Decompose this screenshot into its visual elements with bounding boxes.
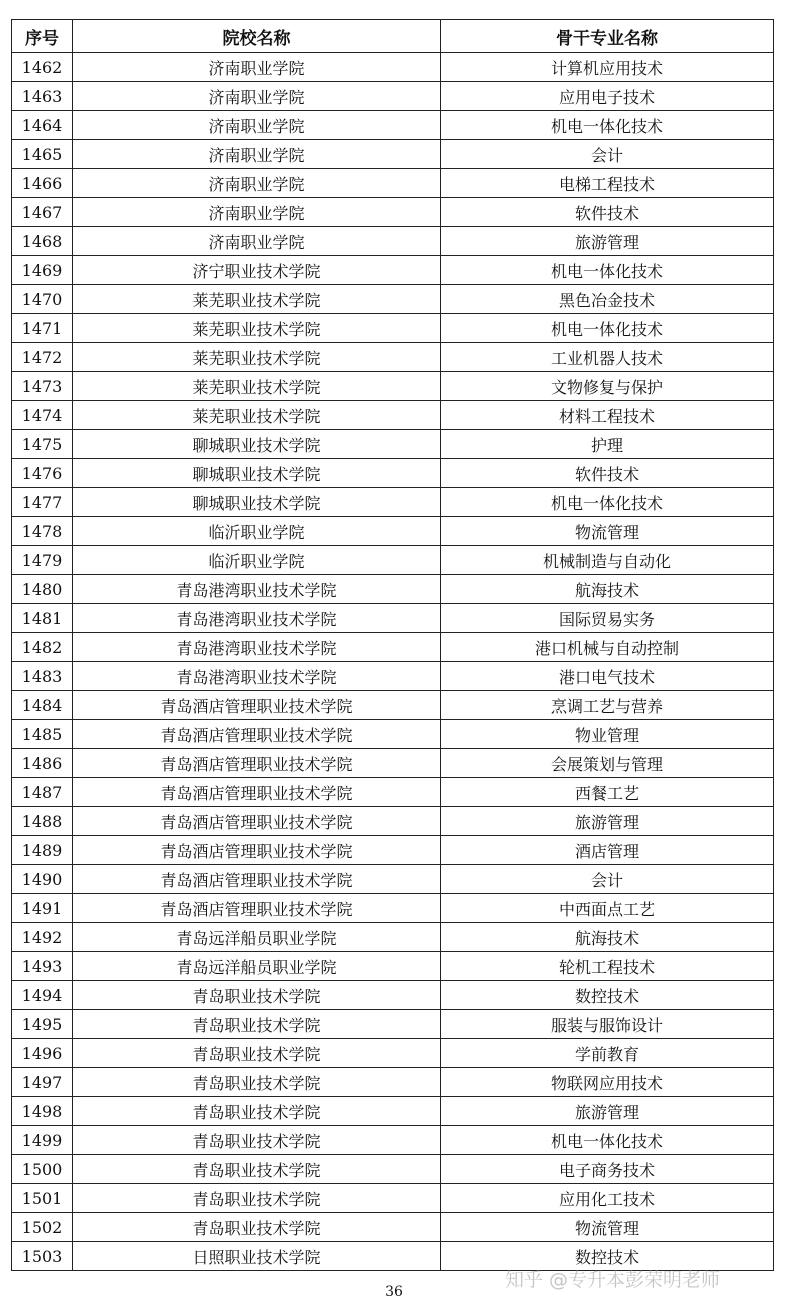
table-row	[12, 691, 774, 720]
table-row	[12, 1068, 774, 1097]
cell-seq: 1476	[12, 459, 73, 488]
cell-seq: 1485	[12, 720, 73, 749]
cell-seq: 1481	[12, 604, 73, 633]
cell-seq: 1495	[12, 1010, 73, 1039]
table-row	[12, 1126, 774, 1155]
cell-school: 青岛职业技术学院	[73, 981, 441, 1010]
cell-seq: 1466	[12, 169, 73, 198]
cell-school: 青岛港湾职业技术学院	[73, 633, 441, 662]
cell-major: 机电一体化技术	[441, 314, 774, 343]
table-row	[12, 517, 774, 546]
cell-seq: 1490	[12, 865, 73, 894]
cell-major: 数控技术	[441, 1242, 774, 1271]
table-row	[12, 227, 774, 256]
cell-school: 青岛酒店管理职业技术学院	[73, 778, 441, 807]
watermark: 知乎 @专升本彭荣明老师	[505, 1269, 721, 1291]
cell-seq: 1489	[12, 836, 73, 865]
cell-school: 青岛酒店管理职业技术学院	[73, 865, 441, 894]
cell-school: 莱芜职业技术学院	[73, 401, 441, 430]
cell-school: 青岛职业技术学院	[73, 1097, 441, 1126]
cell-seq: 1474	[12, 401, 73, 430]
table-row	[12, 1184, 774, 1213]
cell-seq: 1477	[12, 488, 73, 517]
table-header-row	[12, 20, 774, 53]
cell-school: 济宁职业技术学院	[73, 256, 441, 285]
cell-school: 青岛港湾职业技术学院	[73, 575, 441, 604]
cell-school: 青岛酒店管理职业技术学院	[73, 749, 441, 778]
cell-major: 软件技术	[441, 198, 774, 227]
cell-seq: 1482	[12, 633, 73, 662]
cell-major: 西餐工艺	[441, 778, 774, 807]
cell-school: 青岛职业技术学院	[73, 1068, 441, 1097]
table-row	[12, 169, 774, 198]
cell-school: 济南职业学院	[73, 169, 441, 198]
table-row	[12, 952, 774, 981]
page-number: 36	[385, 1284, 403, 1300]
cell-school: 济南职业学院	[73, 140, 441, 169]
cell-major: 轮机工程技术	[441, 952, 774, 981]
cell-major: 会计	[441, 865, 774, 894]
cell-seq: 1487	[12, 778, 73, 807]
cell-major: 旅游管理	[441, 807, 774, 836]
cell-school: 莱芜职业技术学院	[73, 314, 441, 343]
cell-school: 聊城职业技术学院	[73, 459, 441, 488]
cell-major: 物流管理	[441, 1213, 774, 1242]
cell-seq: 1467	[12, 198, 73, 227]
cell-major: 工业机器人技术	[441, 343, 774, 372]
header-school: 院校名称	[73, 20, 441, 53]
cell-seq: 1491	[12, 894, 73, 923]
cell-school: 聊城职业技术学院	[73, 488, 441, 517]
cell-school: 莱芜职业技术学院	[73, 372, 441, 401]
cell-major: 物业管理	[441, 720, 774, 749]
cell-major: 旅游管理	[441, 227, 774, 256]
cell-major: 应用电子技术	[441, 82, 774, 111]
table-row	[12, 1155, 774, 1184]
cell-seq: 1494	[12, 981, 73, 1010]
cell-seq: 1468	[12, 227, 73, 256]
cell-school: 济南职业学院	[73, 198, 441, 227]
cell-major: 会计	[441, 140, 774, 169]
table-row	[12, 720, 774, 749]
cell-major: 软件技术	[441, 459, 774, 488]
cell-major: 学前教育	[441, 1039, 774, 1068]
cell-seq: 1497	[12, 1068, 73, 1097]
cell-major: 中西面点工艺	[441, 894, 774, 923]
cell-major: 会展策划与管理	[441, 749, 774, 778]
cell-seq: 1471	[12, 314, 73, 343]
cell-school: 济南职业学院	[73, 53, 441, 82]
cell-school: 青岛酒店管理职业技术学院	[73, 894, 441, 923]
cell-seq: 1484	[12, 691, 73, 720]
cell-seq: 1472	[12, 343, 73, 372]
cell-school: 青岛酒店管理职业技术学院	[73, 720, 441, 749]
cell-school: 青岛职业技术学院	[73, 1184, 441, 1213]
cell-seq: 1492	[12, 923, 73, 952]
table-body	[12, 53, 774, 1271]
cell-seq: 1470	[12, 285, 73, 314]
cell-major: 港口机械与自动控制	[441, 633, 774, 662]
cell-school: 青岛酒店管理职业技术学院	[73, 807, 441, 836]
cell-major: 物流管理	[441, 517, 774, 546]
table-row	[12, 865, 774, 894]
table-row	[12, 111, 774, 140]
cell-seq: 1486	[12, 749, 73, 778]
cell-school: 临沂职业学院	[73, 517, 441, 546]
cell-major: 应用化工技术	[441, 1184, 774, 1213]
cell-major: 机电一体化技术	[441, 488, 774, 517]
table-row	[12, 749, 774, 778]
cell-major: 电梯工程技术	[441, 169, 774, 198]
cell-seq: 1500	[12, 1155, 73, 1184]
cell-major: 服装与服饰设计	[441, 1010, 774, 1039]
header-seq: 序号	[12, 20, 73, 53]
cell-seq: 1478	[12, 517, 73, 546]
table-row	[12, 981, 774, 1010]
table-row	[12, 82, 774, 111]
table-row	[12, 894, 774, 923]
cell-seq: 1475	[12, 430, 73, 459]
table-row	[12, 1097, 774, 1126]
cell-seq: 1463	[12, 82, 73, 111]
table-row	[12, 488, 774, 517]
cell-seq: 1462	[12, 53, 73, 82]
table-row	[12, 1213, 774, 1242]
cell-school: 莱芜职业技术学院	[73, 285, 441, 314]
cell-seq: 1501	[12, 1184, 73, 1213]
cell-school: 青岛职业技术学院	[73, 1155, 441, 1184]
cell-seq: 1496	[12, 1039, 73, 1068]
cell-major: 数控技术	[441, 981, 774, 1010]
cell-seq: 1493	[12, 952, 73, 981]
cell-major: 机电一体化技术	[441, 111, 774, 140]
table-row	[12, 314, 774, 343]
cell-school: 青岛职业技术学院	[73, 1213, 441, 1242]
cell-major: 烹调工艺与营养	[441, 691, 774, 720]
cell-major: 护理	[441, 430, 774, 459]
cell-school: 日照职业技术学院	[73, 1242, 441, 1271]
table-row	[12, 198, 774, 227]
cell-seq: 1469	[12, 256, 73, 285]
table-row	[12, 459, 774, 488]
cell-major: 港口电气技术	[441, 662, 774, 691]
cell-seq: 1483	[12, 662, 73, 691]
cell-major: 航海技术	[441, 923, 774, 952]
cell-seq: 1502	[12, 1213, 73, 1242]
cell-school: 青岛酒店管理职业技术学院	[73, 836, 441, 865]
table-row	[12, 401, 774, 430]
table-row	[12, 546, 774, 575]
cell-school: 济南职业学院	[73, 82, 441, 111]
table-row	[12, 633, 774, 662]
cell-school: 济南职业学院	[73, 111, 441, 140]
table-row	[12, 53, 774, 82]
cell-school: 青岛职业技术学院	[73, 1010, 441, 1039]
table-row	[12, 140, 774, 169]
table-row	[12, 1010, 774, 1039]
cell-major: 文物修复与保护	[441, 372, 774, 401]
cell-school: 青岛职业技术学院	[73, 1126, 441, 1155]
table-row	[12, 807, 774, 836]
cell-major: 酒店管理	[441, 836, 774, 865]
table-row	[12, 256, 774, 285]
table-row	[12, 836, 774, 865]
cell-school: 青岛港湾职业技术学院	[73, 662, 441, 691]
cell-school: 青岛远洋船员职业学院	[73, 952, 441, 981]
cell-major: 材料工程技术	[441, 401, 774, 430]
cell-major: 电子商务技术	[441, 1155, 774, 1184]
cell-seq: 1498	[12, 1097, 73, 1126]
cell-major: 物联网应用技术	[441, 1068, 774, 1097]
cell-school: 莱芜职业技术学院	[73, 343, 441, 372]
cell-school: 青岛职业技术学院	[73, 1039, 441, 1068]
cell-major: 旅游管理	[441, 1097, 774, 1126]
cell-seq: 1473	[12, 372, 73, 401]
cell-school: 临沂职业学院	[73, 546, 441, 575]
table-row	[12, 1039, 774, 1068]
cell-seq: 1464	[12, 111, 73, 140]
cell-seq: 1479	[12, 546, 73, 575]
cell-seq: 1465	[12, 140, 73, 169]
header-major: 骨干专业名称	[441, 20, 774, 53]
table-row	[12, 575, 774, 604]
cell-seq: 1480	[12, 575, 73, 604]
cell-major: 国际贸易实务	[441, 604, 774, 633]
cell-school: 济南职业学院	[73, 227, 441, 256]
cell-major: 机械制造与自动化	[441, 546, 774, 575]
cell-school: 聊城职业技术学院	[73, 430, 441, 459]
cell-seq: 1503	[12, 1242, 73, 1271]
cell-seq: 1488	[12, 807, 73, 836]
table-row	[12, 604, 774, 633]
cell-major: 航海技术	[441, 575, 774, 604]
table-row	[12, 430, 774, 459]
cell-major: 机电一体化技术	[441, 1126, 774, 1155]
table-row	[12, 923, 774, 952]
table-row	[12, 285, 774, 314]
cell-major: 机电一体化技术	[441, 256, 774, 285]
cell-school: 青岛酒店管理职业技术学院	[73, 691, 441, 720]
cell-school: 青岛港湾职业技术学院	[73, 604, 441, 633]
cell-school: 青岛远洋船员职业学院	[73, 923, 441, 952]
cell-major: 计算机应用技术	[441, 53, 774, 82]
majors-table	[11, 19, 774, 1271]
table-row	[12, 343, 774, 372]
table-row	[12, 778, 774, 807]
cell-major: 黑色冶金技术	[441, 285, 774, 314]
cell-seq: 1499	[12, 1126, 73, 1155]
table-row	[12, 372, 774, 401]
table-row	[12, 662, 774, 691]
